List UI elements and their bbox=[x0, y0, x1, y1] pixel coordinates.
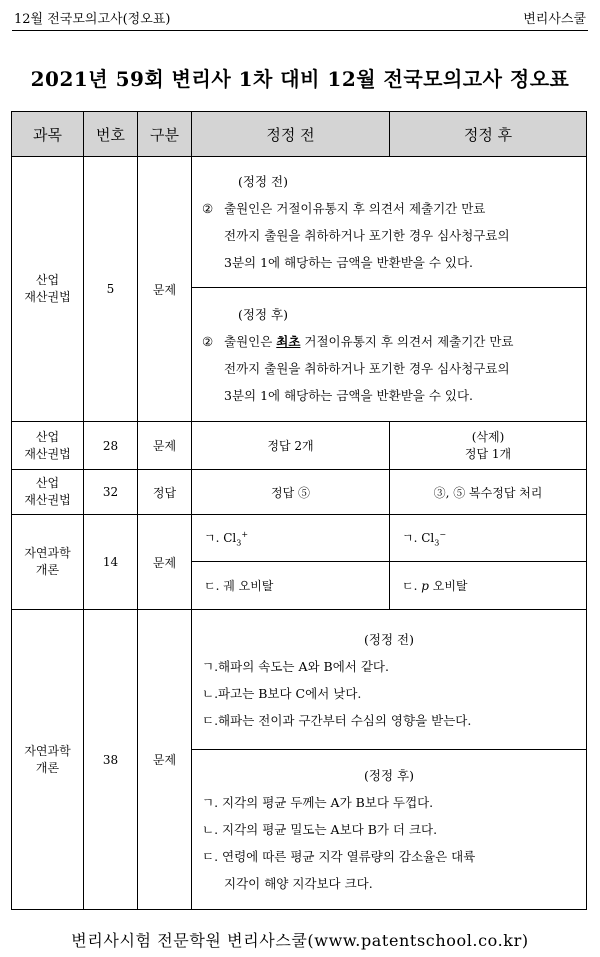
emphasis-text: 최초 bbox=[276, 333, 301, 349]
header-right: 변리사스쿨 bbox=[523, 12, 586, 27]
before-line-1: ㄱ.해파의 속도는 A와 B에서 같다. bbox=[202, 658, 389, 674]
row4-before-1 bbox=[192, 515, 390, 562]
choice-number: ② bbox=[202, 333, 214, 349]
superscript: − bbox=[439, 529, 447, 539]
before-caption: (정정 전) bbox=[364, 631, 414, 647]
italic-symbol: p bbox=[421, 579, 429, 593]
subject-line: 재산권법 bbox=[24, 493, 71, 507]
errata-table bbox=[11, 111, 587, 910]
after-caption: (정정 후) bbox=[238, 306, 288, 322]
table-row bbox=[12, 610, 587, 750]
before-line-3: ㄷ.해파는 전이과 구간부터 수심의 영향을 받는다. bbox=[202, 712, 472, 728]
row1-subject bbox=[12, 157, 84, 422]
before-line-3: 3분의 1에 해당하는 금액을 반환받을 수 있다. bbox=[224, 255, 473, 270]
row1-before-cell bbox=[192, 157, 587, 288]
row1-type: 문제 bbox=[138, 157, 192, 422]
table-header-row bbox=[12, 112, 587, 157]
row5-type: 문제 bbox=[138, 610, 192, 910]
subject-line: 개론 bbox=[35, 760, 60, 775]
row5-number: 38 bbox=[84, 610, 138, 910]
after-text: 오비탈 bbox=[428, 579, 468, 593]
row2-after bbox=[390, 422, 587, 470]
row4-type: 문제 bbox=[138, 515, 192, 610]
after-caption: (정정 후) bbox=[364, 768, 414, 783]
col-before: 정정 전 bbox=[192, 112, 390, 157]
row2-number: 28 bbox=[84, 422, 138, 470]
subject-line: 재산권법 bbox=[24, 290, 71, 304]
after-line-1a: 출원인은 bbox=[224, 333, 277, 349]
row2-subject bbox=[12, 422, 84, 470]
subject-line: 재산권법 bbox=[24, 446, 71, 461]
row2-before: 정답 2개 bbox=[192, 422, 390, 470]
after-line-1: ㄱ. 지각의 평균 두께는 A가 B보다 두껍다. bbox=[202, 795, 434, 810]
page-title: 2021년 59회 변리사 1차 대비 12월 전국모의고사 정오표 bbox=[30, 67, 570, 91]
col-type: 구분 bbox=[138, 112, 192, 157]
table-row bbox=[12, 515, 587, 562]
after-line-1b: 거절이유통지 후 의견서 제출기간 만료 bbox=[300, 333, 514, 349]
subject-line: 산업 bbox=[35, 429, 60, 444]
footer: 변리사시험 전문학원 변리사스쿨(www.patentschool.co.kr) bbox=[71, 931, 529, 950]
after-line-3: ㄷ. 연령에 따른 평균 지각 열류량의 감소율은 대륙 bbox=[202, 849, 476, 864]
table-row bbox=[12, 470, 587, 515]
row1-number: 5 bbox=[84, 157, 138, 422]
subscript: 3 bbox=[236, 538, 242, 548]
after-text: ㄷ. bbox=[402, 579, 422, 593]
row2-type: 문제 bbox=[138, 422, 192, 470]
subject-line: 개론 bbox=[35, 563, 60, 577]
after-line-2: 전까지 출원을 취하하거나 포기한 경우 심사청구료의 bbox=[224, 360, 510, 376]
row3-after: ③, ⑤ 복수정답 처리 bbox=[390, 470, 587, 515]
before-caption: (정정 전) bbox=[238, 174, 288, 189]
after-line-4: 지각이 해양 지각보다 크다. bbox=[224, 876, 373, 891]
row4-after-2 bbox=[390, 562, 587, 610]
before-text: ㄱ. Cl bbox=[204, 530, 237, 545]
after-text: ㄱ. Cl bbox=[402, 530, 435, 545]
row4-after-1 bbox=[390, 515, 587, 562]
subject-line: 자연과학 bbox=[24, 743, 71, 758]
row4-subject bbox=[12, 515, 84, 610]
after-line: (삭제) bbox=[471, 429, 505, 444]
header-left: 12월 전국모의고사(정오표) bbox=[14, 12, 171, 27]
subject-line: 산업 bbox=[35, 273, 60, 287]
before-line-2: 전까지 출원을 취하하거나 포기한 경우 심사청구료의 bbox=[224, 228, 510, 243]
subscript: 3 bbox=[434, 538, 440, 548]
col-number: 번호 bbox=[84, 112, 138, 157]
after-line-3: 3분의 1에 해당하는 금액을 반환받을 수 있다. bbox=[224, 387, 473, 403]
subject-line: 산업 bbox=[35, 476, 60, 490]
header-divider bbox=[12, 30, 588, 31]
row5-after-cell bbox=[192, 750, 587, 910]
row3-before: 정답 ⑤ bbox=[192, 470, 390, 515]
col-subject: 과목 bbox=[12, 112, 84, 157]
after-line: 정답 1개 bbox=[464, 446, 512, 461]
row4-number: 14 bbox=[84, 515, 138, 610]
row4-before-2: ㄷ. 궤 오비탈 bbox=[192, 562, 390, 610]
table-row bbox=[12, 422, 587, 470]
after-line-2: ㄴ. 지각의 평균 밀도는 A보다 B가 더 크다. bbox=[202, 822, 438, 837]
before-line-1: 출원인은 거절이유통지 후 의견서 제출기간 만료 bbox=[224, 201, 486, 216]
before-line-2: ㄴ.파고는 B보다 C에서 낮다. bbox=[202, 685, 362, 701]
row3-subject bbox=[12, 470, 84, 515]
row3-type: 정답 bbox=[138, 470, 192, 515]
row5-before-cell bbox=[192, 610, 587, 750]
superscript: + bbox=[241, 529, 249, 539]
choice-number: ② bbox=[202, 201, 214, 216]
row1-after-cell bbox=[192, 288, 587, 422]
table-row bbox=[12, 157, 587, 288]
col-after: 정정 후 bbox=[390, 112, 587, 157]
subject-line: 자연과학 bbox=[24, 546, 71, 560]
row3-number: 32 bbox=[84, 470, 138, 515]
row5-subject bbox=[12, 610, 84, 910]
